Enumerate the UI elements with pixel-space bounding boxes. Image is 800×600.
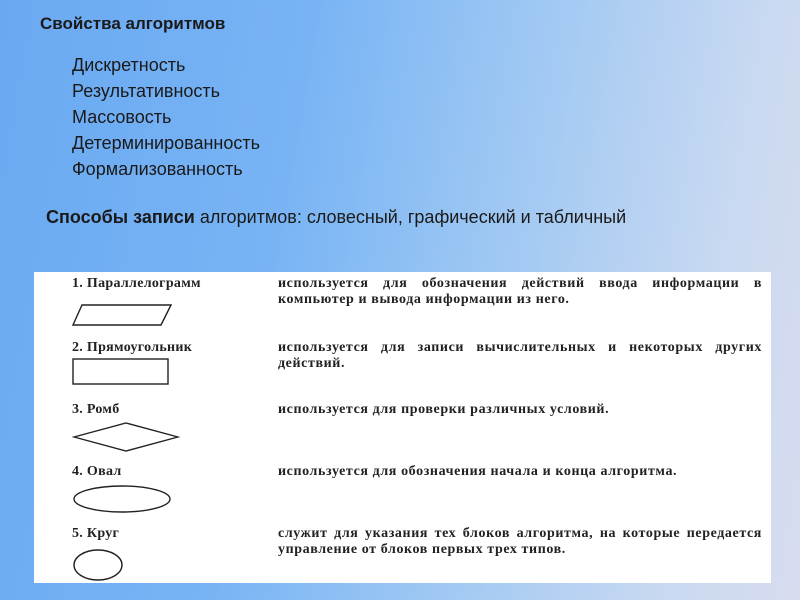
block-name: 2. Прямоугольник: [72, 340, 193, 355]
property-label: Дискретность: [72, 54, 186, 75]
block-name: 1. Параллелограмм: [72, 276, 201, 291]
block-description: используется для обозначения начала и конца алгоритма.: [278, 464, 678, 479]
property-label: Формализованность: [72, 158, 243, 179]
recording-methods: [46, 204, 696, 231]
property-label: Результативность: [72, 80, 221, 101]
slide-title: Свойства алгоритмов: [40, 14, 226, 33]
block-description: используется для проверки различных условий.: [278, 402, 610, 417]
list-item: [40, 78, 260, 104]
block-name: 4. Овал: [72, 464, 122, 479]
circle-icon: [72, 548, 124, 582]
properties-list: [40, 52, 260, 182]
block-name: 3. Ромб: [72, 402, 120, 417]
block-description: служит для указания тех блоков алгоритма, на которые передается управление от блоков первых трех типов.: [278, 526, 762, 557]
block-description: используется для записи вычислительных и некоторых других действий.: [278, 340, 762, 371]
list-item: [40, 156, 260, 182]
methods-heading: Способы записи: [46, 207, 195, 227]
list-item: [40, 52, 260, 78]
flowchart-blocks-panel: [34, 272, 771, 583]
block-description: используется для обозначения действий ввода информации в компьютер и вывода информации из него.: [278, 276, 762, 307]
parallelogram-icon: [72, 304, 172, 326]
property-label: Массовость: [72, 106, 172, 127]
rectangle-icon: [72, 358, 170, 386]
diamond-icon: [72, 422, 180, 452]
list-item: [40, 130, 260, 156]
list-item: [40, 104, 260, 130]
methods-text: алгоритмов: словесный, графический и табличный: [194, 207, 627, 227]
block-name: 5. Круг: [72, 526, 120, 541]
oval-icon: [72, 484, 172, 514]
property-label: Детерминированность: [72, 132, 260, 153]
